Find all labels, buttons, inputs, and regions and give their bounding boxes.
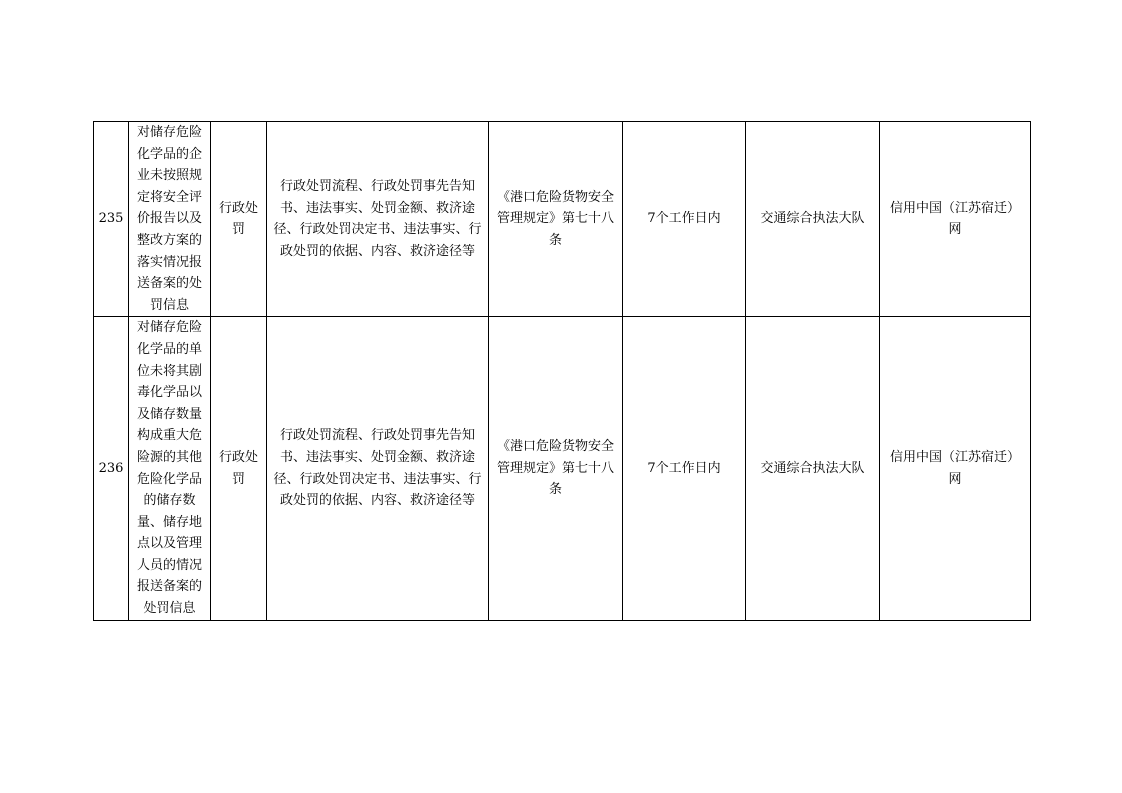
table-row bbox=[94, 317, 1031, 620]
row-number: 236 bbox=[94, 317, 129, 620]
time-limit: 7个工作日内 bbox=[623, 122, 746, 317]
disclosure-channel: 信用中国（江苏宿迁）网 bbox=[880, 122, 1031, 317]
time-limit: 7个工作日内 bbox=[623, 317, 746, 620]
disclosure-type: 行政处罚 bbox=[211, 122, 267, 317]
disclosure-channel: 信用中国（江苏宿迁）网 bbox=[880, 317, 1031, 620]
disclosure-item: 对储存危险化学品的企业未按照规定将安全评价报告以及整改方案的落实情况报送备案的处罚信息 bbox=[129, 122, 211, 317]
disclosure-item: 对储存危险化学品的单位未将其剧毒化学品以及储存数量构成重大危险源的其他危险化学品的储存数量、储存地点以及管理人员的情况报送备案的处罚信息 bbox=[129, 317, 211, 620]
table-row bbox=[94, 122, 1031, 317]
responsible-department: 交通综合执法大队 bbox=[746, 317, 880, 620]
disclosure-table bbox=[93, 121, 1031, 621]
responsible-department: 交通综合执法大队 bbox=[746, 122, 880, 317]
legal-basis: 《港口危险货物安全管理规定》第七十八条 bbox=[489, 122, 623, 317]
disclosure-type: 行政处罚 bbox=[211, 317, 267, 620]
disclosure-content: 行政处罚流程、行政处罚事先告知书、违法事实、处罚金额、救济途径、行政处罚决定书、违法事实、行政处罚的依据、内容、救济途径等 bbox=[267, 122, 489, 317]
legal-basis: 《港口危险货物安全管理规定》第七十八条 bbox=[489, 317, 623, 620]
disclosure-content: 行政处罚流程、行政处罚事先告知书、违法事实、处罚金额、救济途径、行政处罚决定书、违法事实、行政处罚的依据、内容、救济途径等 bbox=[267, 317, 489, 620]
row-number: 235 bbox=[94, 122, 129, 317]
